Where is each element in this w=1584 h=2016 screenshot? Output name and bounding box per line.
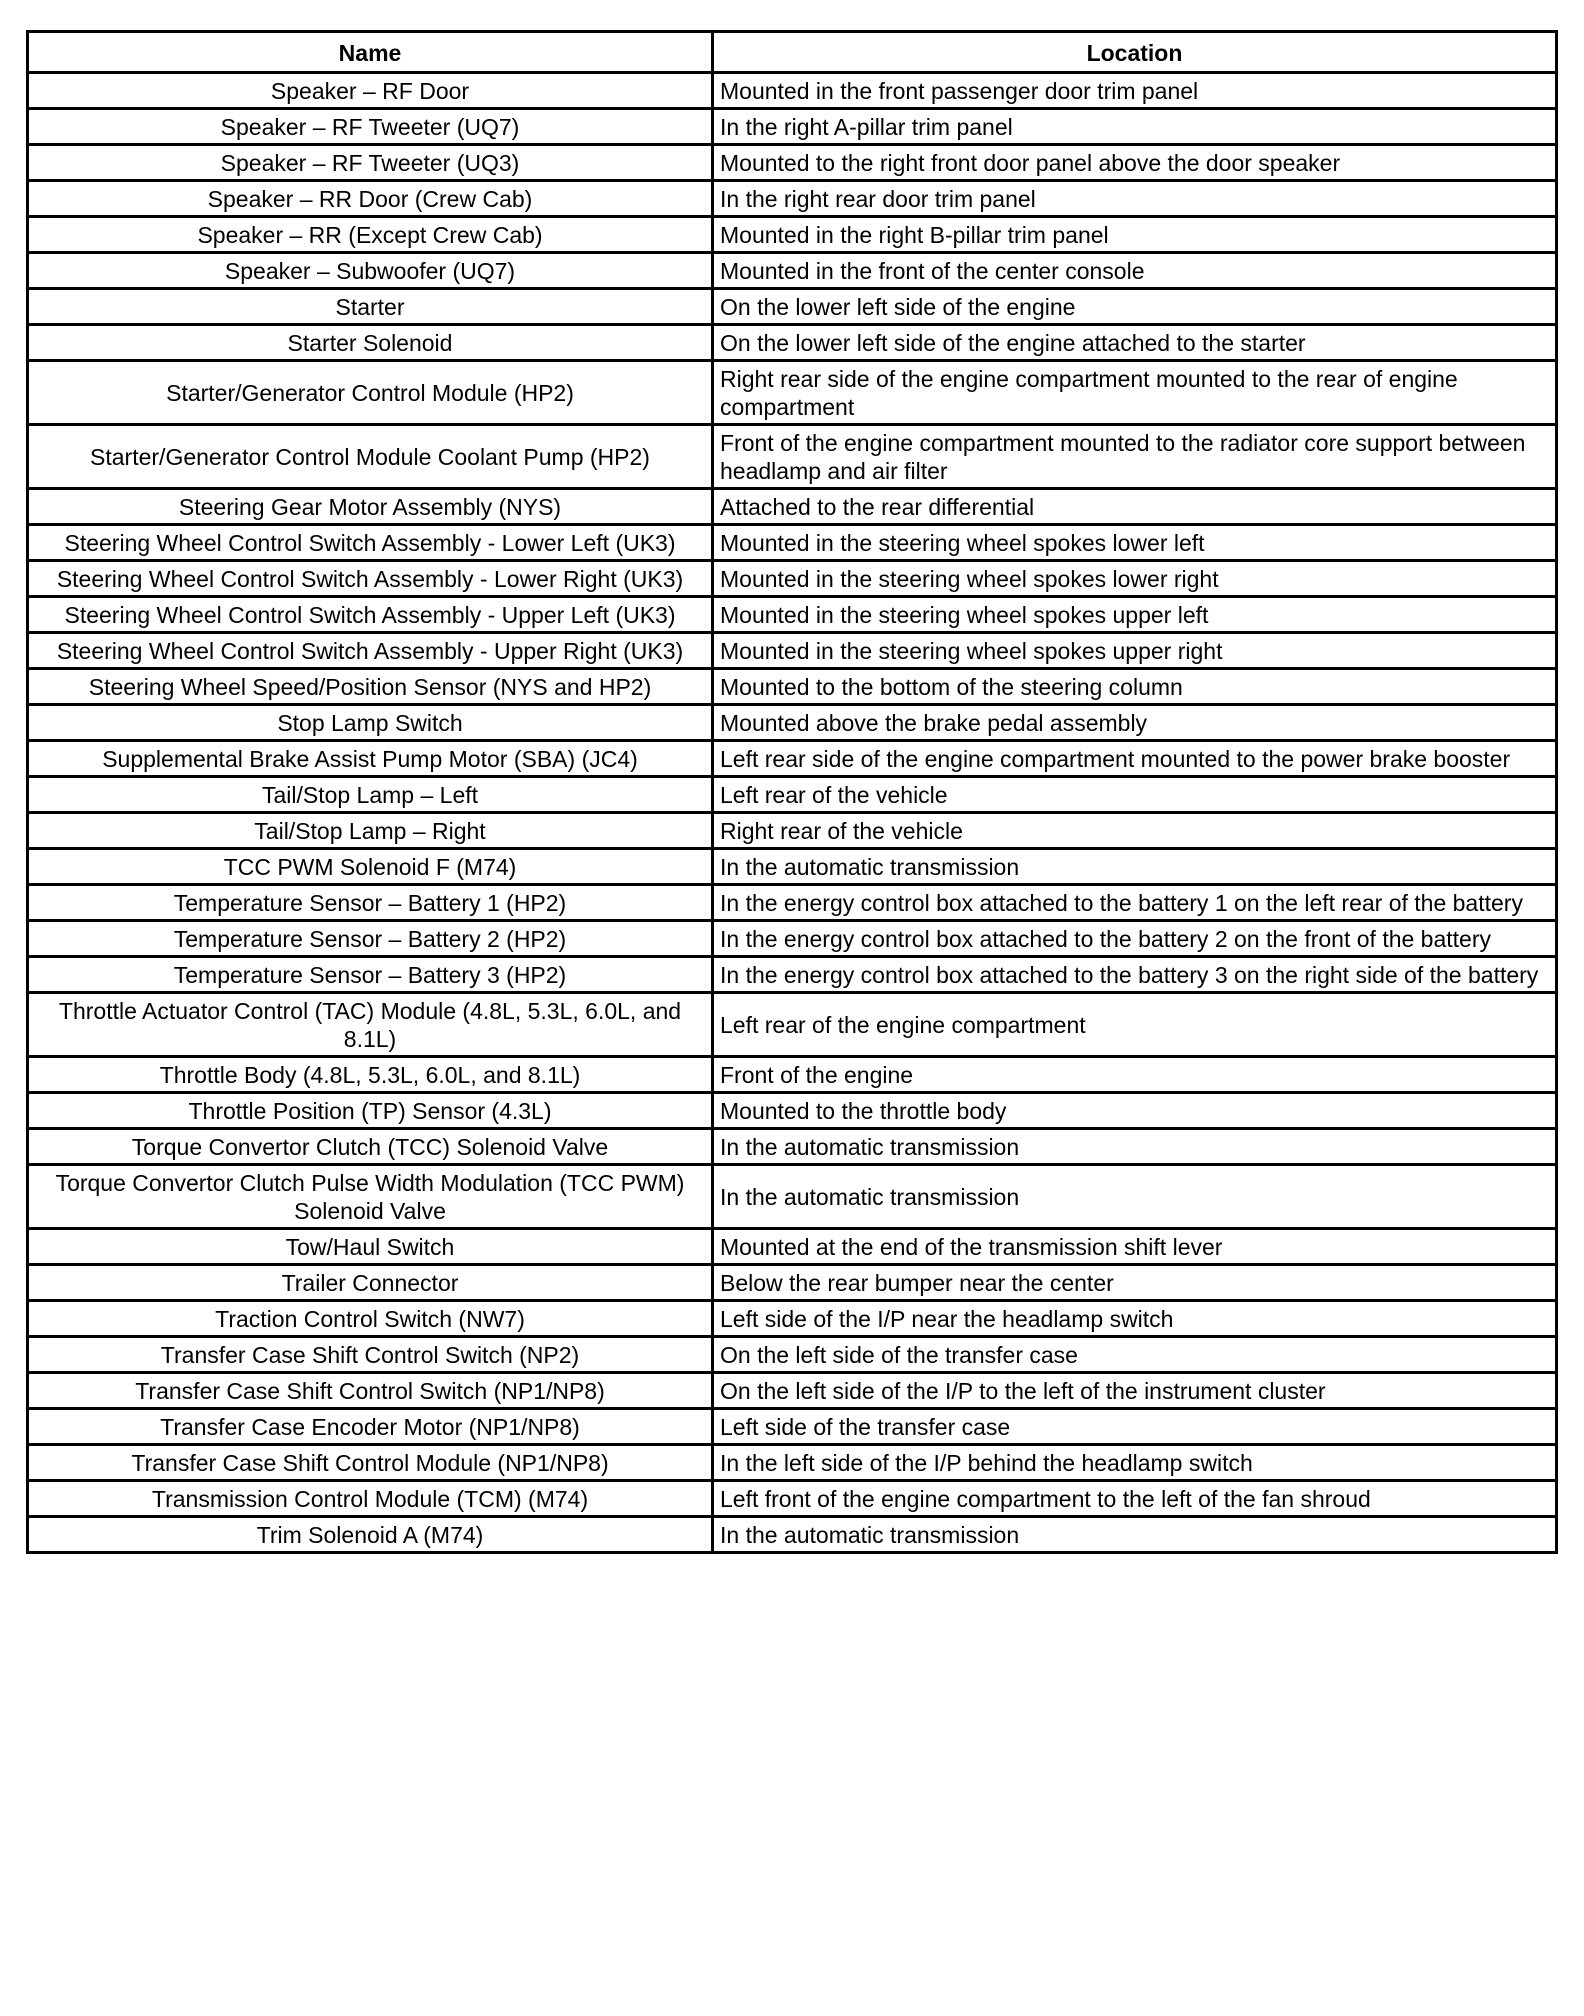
component-name-cell: Torque Convertor Clutch (TCC) Solenoid Valve — [28, 1129, 713, 1165]
component-location-cell: Mounted to the throttle body — [713, 1093, 1557, 1129]
component-location-cell: In the energy control box attached to the battery 3 on the right side of the battery — [713, 957, 1557, 993]
component-name-cell: Throttle Position (TP) Sensor (4.3L) — [28, 1093, 713, 1129]
component-location-cell: Left rear side of the engine compartment mounted to the power brake booster — [713, 741, 1557, 777]
table-row — [28, 705, 1557, 741]
table-row — [28, 813, 1557, 849]
component-name-cell: Steering Wheel Control Switch Assembly - Lower Left (UK3) — [28, 525, 713, 561]
table-row — [28, 1165, 1557, 1229]
component-name-cell: Speaker – RF Tweeter (UQ7) — [28, 109, 713, 145]
table-row — [28, 669, 1557, 705]
table-row — [28, 289, 1557, 325]
component-name-cell: Steering Wheel Control Switch Assembly - Upper Left (UK3) — [28, 597, 713, 633]
table-row — [28, 325, 1557, 361]
component-name-cell: Starter — [28, 289, 713, 325]
component-location-cell: Left side of the transfer case — [713, 1409, 1557, 1445]
component-location-cell: Mounted in the right B-pillar trim panel — [713, 217, 1557, 253]
table-row — [28, 993, 1557, 1057]
component-name-cell: Tail/Stop Lamp – Right — [28, 813, 713, 849]
component-location-cell: In the energy control box attached to the battery 2 on the front of the battery — [713, 921, 1557, 957]
component-name-cell: Temperature Sensor – Battery 2 (HP2) — [28, 921, 713, 957]
component-location-cell: Front of the engine compartment mounted to the radiator core support between headlamp and air filter — [713, 425, 1557, 489]
component-location-cell: Mounted to the right front door panel above the door speaker — [713, 145, 1557, 181]
component-location-cell: In the energy control box attached to the battery 1 on the left rear of the battery — [713, 885, 1557, 921]
component-name-cell: Steering Wheel Speed/Position Sensor (NYS and HP2) — [28, 669, 713, 705]
component-location-cell: In the left side of the I/P behind the headlamp switch — [713, 1445, 1557, 1481]
component-location-cell: In the automatic transmission — [713, 1165, 1557, 1229]
header-name: Name — [28, 32, 713, 73]
component-location-cell: Mounted to the bottom of the steering column — [713, 669, 1557, 705]
table-row — [28, 633, 1557, 669]
component-name-cell: Starter/Generator Control Module (HP2) — [28, 361, 713, 425]
table-row — [28, 1337, 1557, 1373]
component-location-cell: Left front of the engine compartment to the left of the fan shroud — [713, 1481, 1557, 1517]
table-row — [28, 109, 1557, 145]
component-location-cell: On the lower left side of the engine attached to the starter — [713, 325, 1557, 361]
component-location-cell: Mounted in the front passenger door trim panel — [713, 73, 1557, 109]
component-location-table — [26, 30, 1558, 1554]
table-header-row — [28, 32, 1557, 73]
component-name-cell: Speaker – Subwoofer (UQ7) — [28, 253, 713, 289]
component-name-cell: Transfer Case Shift Control Switch (NP2) — [28, 1337, 713, 1373]
component-name-cell: Steering Wheel Control Switch Assembly - Lower Right (UK3) — [28, 561, 713, 597]
table-row — [28, 957, 1557, 993]
component-name-cell: Transfer Case Shift Control Switch (NP1/NP8) — [28, 1373, 713, 1409]
component-location-cell: Front of the engine — [713, 1057, 1557, 1093]
table-row — [28, 1409, 1557, 1445]
table-row — [28, 1373, 1557, 1409]
component-location-cell: Mounted in the steering wheel spokes lower left — [713, 525, 1557, 561]
component-name-cell: Supplemental Brake Assist Pump Motor (SBA) (JC4) — [28, 741, 713, 777]
component-location-cell: Mounted above the brake pedal assembly — [713, 705, 1557, 741]
table-row — [28, 1229, 1557, 1265]
table-body — [28, 73, 1557, 1553]
table-row — [28, 1057, 1557, 1093]
component-location-cell: Below the rear bumper near the center — [713, 1265, 1557, 1301]
table-row — [28, 561, 1557, 597]
table-row — [28, 741, 1557, 777]
component-location-cell: In the automatic transmission — [713, 849, 1557, 885]
table-row — [28, 361, 1557, 425]
component-name-cell: Speaker – RR (Except Crew Cab) — [28, 217, 713, 253]
component-name-cell: TCC PWM Solenoid F (M74) — [28, 849, 713, 885]
component-name-cell: Speaker – RR Door (Crew Cab) — [28, 181, 713, 217]
component-name-cell: Transfer Case Shift Control Module (NP1/NP8) — [28, 1445, 713, 1481]
table-row — [28, 181, 1557, 217]
component-location-cell: Mounted in the steering wheel spokes upper left — [713, 597, 1557, 633]
component-name-cell: Throttle Body (4.8L, 5.3L, 6.0L, and 8.1L) — [28, 1057, 713, 1093]
component-location-cell: Right rear of the vehicle — [713, 813, 1557, 849]
table-row — [28, 1093, 1557, 1129]
component-name-cell: Throttle Actuator Control (TAC) Module (4.8L, 5.3L, 6.0L, and 8.1L) — [28, 993, 713, 1057]
component-name-cell: Trim Solenoid A (M74) — [28, 1517, 713, 1553]
table-row — [28, 885, 1557, 921]
component-location-cell: In the right rear door trim panel — [713, 181, 1557, 217]
table-row — [28, 1129, 1557, 1165]
component-name-cell: Stop Lamp Switch — [28, 705, 713, 741]
table-row — [28, 1517, 1557, 1553]
table-row — [28, 597, 1557, 633]
component-location-cell: Mounted in the steering wheel spokes upper right — [713, 633, 1557, 669]
component-name-cell: Temperature Sensor – Battery 3 (HP2) — [28, 957, 713, 993]
table-row — [28, 921, 1557, 957]
component-name-cell: Transfer Case Encoder Motor (NP1/NP8) — [28, 1409, 713, 1445]
component-location-cell: Left rear of the vehicle — [713, 777, 1557, 813]
table-row — [28, 849, 1557, 885]
table-row — [28, 253, 1557, 289]
table-row — [28, 1481, 1557, 1517]
component-location-cell: Mounted at the end of the transmission shift lever — [713, 1229, 1557, 1265]
component-name-cell: Tow/Haul Switch — [28, 1229, 713, 1265]
component-location-cell: In the right A-pillar trim panel — [713, 109, 1557, 145]
component-name-cell: Trailer Connector — [28, 1265, 713, 1301]
table-row — [28, 425, 1557, 489]
component-name-cell: Temperature Sensor – Battery 1 (HP2) — [28, 885, 713, 921]
component-name-cell: Transmission Control Module (TCM) (M74) — [28, 1481, 713, 1517]
component-location-cell: On the lower left side of the engine — [713, 289, 1557, 325]
component-name-cell: Speaker – RF Tweeter (UQ3) — [28, 145, 713, 181]
table-row — [28, 525, 1557, 561]
header-location: Location — [713, 32, 1557, 73]
table-row — [28, 1265, 1557, 1301]
component-location-cell: Right rear side of the engine compartment mounted to the rear of engine compartment — [713, 361, 1557, 425]
component-name-cell: Starter/Generator Control Module Coolant Pump (HP2) — [28, 425, 713, 489]
component-name-cell: Torque Convertor Clutch Pulse Width Modulation (TCC PWM) Solenoid Valve — [28, 1165, 713, 1229]
component-location-cell: In the automatic transmission — [713, 1129, 1557, 1165]
table-row — [28, 145, 1557, 181]
component-name-cell: Starter Solenoid — [28, 325, 713, 361]
component-location-table-container — [26, 30, 1555, 1554]
component-name-cell: Traction Control Switch (NW7) — [28, 1301, 713, 1337]
component-location-cell: In the automatic transmission — [713, 1517, 1557, 1553]
component-location-cell: On the left side of the I/P to the left of the instrument cluster — [713, 1373, 1557, 1409]
component-name-cell: Tail/Stop Lamp – Left — [28, 777, 713, 813]
component-location-cell: Attached to the rear differential — [713, 489, 1557, 525]
component-location-cell: Mounted in the front of the center console — [713, 253, 1557, 289]
component-name-cell: Speaker – RF Door — [28, 73, 713, 109]
table-row — [28, 73, 1557, 109]
table-row — [28, 217, 1557, 253]
component-location-cell: On the left side of the transfer case — [713, 1337, 1557, 1373]
component-location-cell: Left side of the I/P near the headlamp switch — [713, 1301, 1557, 1337]
table-row — [28, 489, 1557, 525]
table-row — [28, 1445, 1557, 1481]
component-name-cell: Steering Gear Motor Assembly (NYS) — [28, 489, 713, 525]
table-row — [28, 1301, 1557, 1337]
table-row — [28, 777, 1557, 813]
component-location-cell: Left rear of the engine compartment — [713, 993, 1557, 1057]
component-name-cell: Steering Wheel Control Switch Assembly - Upper Right (UK3) — [28, 633, 713, 669]
component-location-cell: Mounted in the steering wheel spokes lower right — [713, 561, 1557, 597]
